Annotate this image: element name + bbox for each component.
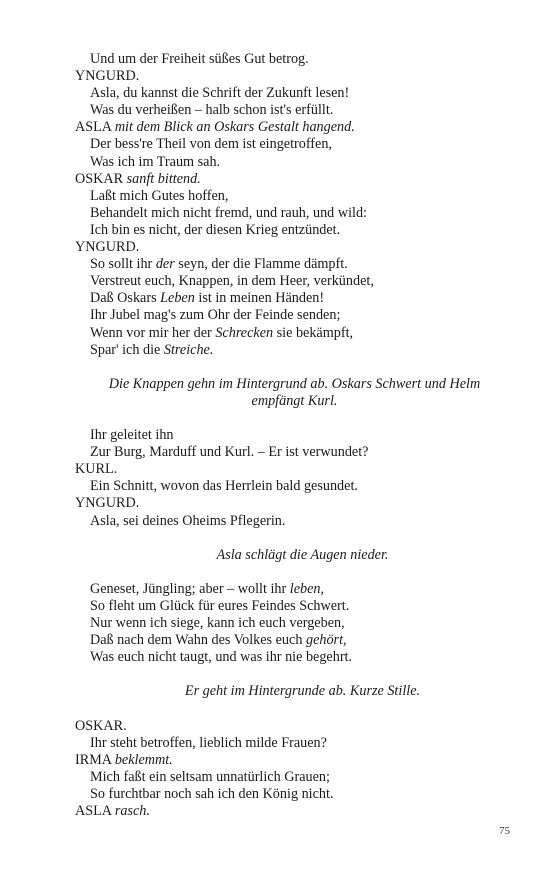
verse-line: Was euch nicht taugt, und was ihr nie begehrt. (90, 649, 353, 666)
verse-line: Ich bin es nicht, der diesen Krieg entzündet. (90, 221, 341, 238)
speaker-name: YNGURD. (75, 68, 140, 85)
stage-direction-inline: rasch. (114, 803, 150, 820)
verse-emphasis: der (155, 256, 175, 273)
verse-line (75, 256, 500, 273)
stage-direction-inline: beklemmt. (114, 751, 173, 768)
speaker-name: OSKAR. (75, 717, 127, 734)
drama-text (75, 51, 500, 820)
verse-line: Ihr geleitet ihn (90, 427, 174, 444)
verse-line: Ihr steht betroffen, lieblich milde Frauen? (90, 734, 327, 751)
stage-direction-inline: sanft bittend. (126, 170, 201, 187)
blank-line (75, 359, 500, 376)
stage-direction: Er geht im Hintergrunde ab. Kurze Stille. (184, 683, 421, 700)
verse-line (75, 632, 500, 649)
speaker-name: IRMA (75, 751, 112, 768)
verse-line: Und um der Freiheit süßes Gut betrog. (90, 51, 309, 67)
verse-line: Zur Burg, Marduff und Kurl. – Er ist verwundet? (90, 444, 369, 461)
page-number: 75 (499, 825, 510, 837)
verse-emphasis: Leben (160, 290, 195, 307)
speaker-name: OSKAR (75, 170, 124, 187)
verse-emphasis: Schrecken (215, 324, 274, 341)
blank-line (75, 701, 500, 718)
speaker-line (75, 119, 500, 136)
verse-line (75, 342, 500, 359)
stage-direction-inline: mit dem Blick an Oskars Gestalt hangend. (114, 119, 355, 136)
verse-line: Laßt mich Gutes hoffen, (90, 187, 229, 204)
verse-text: seyn, der die Flamme dämpft. (178, 256, 348, 273)
verse-text: Daß nach dem Wahn des Volkes euch (90, 632, 303, 649)
verse-text: So sollt ihr (90, 256, 153, 273)
verse-emphasis: gehört, (305, 632, 347, 649)
verse-line: Asla, du kannst die Schrift der Zukunft lesen! (90, 85, 350, 102)
stage-direction: Die Knappen gehn im Hintergrund ab. Oskars Schwert und Helm empfängt Kurl. (108, 375, 481, 409)
verse-line (75, 325, 500, 342)
verse-text: Wenn vor mir her der (90, 324, 212, 341)
verse-line: Mich faßt ein seltsam unnatürlich Grauen; (90, 768, 330, 785)
stage-direction: Asla schlägt die Augen nieder. (216, 546, 389, 563)
verse-text: ist in meinen Händen! (198, 290, 325, 307)
verse-text: sie bekämpft, (276, 324, 354, 341)
verse-line: Was ich im Traum sah. (90, 153, 221, 170)
verse-line: So fleht um Glück für eures Feindes Schwert. (90, 598, 350, 614)
verse-emphasis: leben, (289, 580, 325, 597)
speaker-name: YNGURD. (75, 495, 140, 512)
blank-line (75, 410, 500, 427)
speaker-name: ASLA (75, 119, 112, 136)
verse-line: Was du verheißen – halb schon ist's erfüllt. (90, 102, 334, 119)
speaker-name: YNGURD. (75, 239, 140, 256)
verse-text: Geneset, Jüngling; aber – wollt ihr (90, 580, 287, 597)
verse-line: So furchtbar noch sah ich den König nicht. (90, 786, 334, 803)
verse-line: Ihr Jubel mag's zum Ohr der Feinde senden; (90, 307, 341, 324)
blank-line (75, 666, 500, 683)
speaker-name: KURL. (75, 461, 118, 478)
verse-text: Spar' ich die (90, 341, 161, 358)
verse-line: Ein Schnitt, wovon das Herrlein bald gesundet. (90, 478, 358, 495)
verse-emphasis: Streiche. (163, 341, 214, 358)
verse-text: Daß Oskars (90, 290, 157, 307)
verse-line (75, 290, 500, 307)
speaker-line (75, 171, 500, 188)
blank-line (75, 564, 500, 581)
verse-line: Nur wenn ich siege, kann ich euch vergeben, (90, 615, 345, 632)
verse-line: Behandelt mich nicht fremd, und rauh, und wild: (90, 204, 367, 221)
speaker-name: ASLA (75, 803, 112, 820)
verse-line (75, 581, 500, 598)
verse-line: Verstreut euch, Knappen, in dem Heer, verkündet, (90, 273, 374, 290)
blank-line (75, 530, 500, 547)
speaker-line (75, 803, 500, 820)
speaker-line (75, 752, 500, 769)
verse-line: Asla, sei deines Oheims Pflegerin. (90, 512, 286, 529)
verse-line: Der bess're Theil von dem ist eingetroffen, (90, 136, 332, 153)
